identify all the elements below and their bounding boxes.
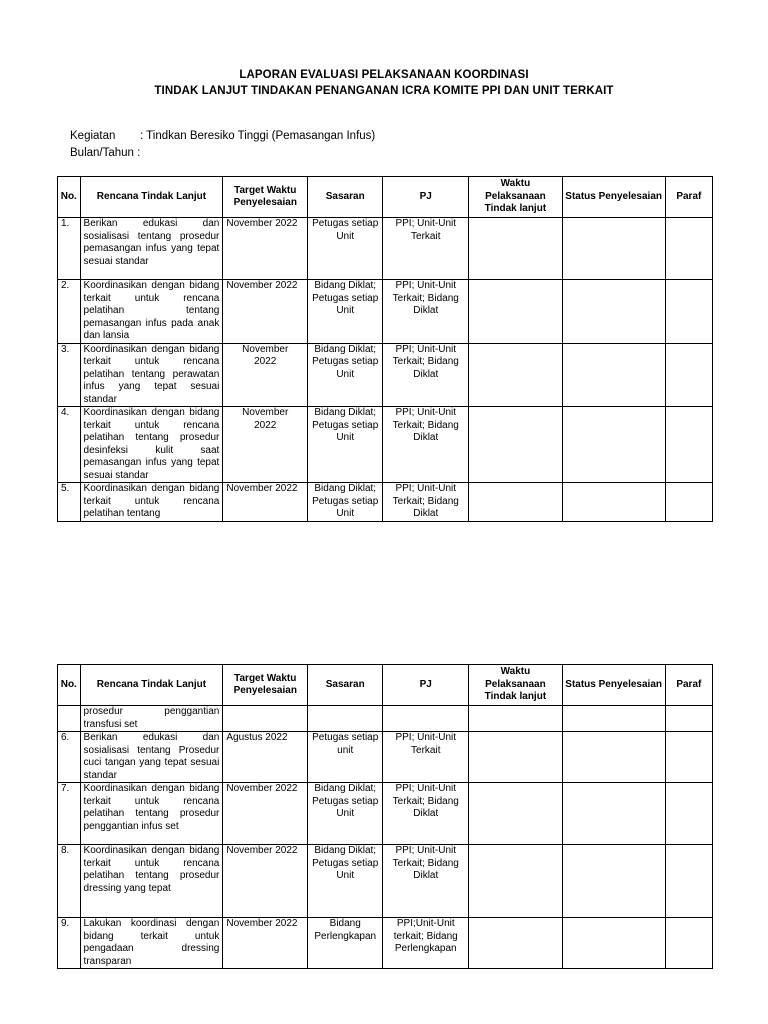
col-header-rencana: Rencana Tindak Lanjut <box>80 665 223 706</box>
cell-rencana: Koordinasikan dengan bidang terkait untuk rencana pelatihan tentang perawatan infus yang tepat sesuai standar <box>80 343 223 407</box>
table-row <box>58 706 713 732</box>
table-row <box>58 343 713 407</box>
cell-no: 5. <box>58 483 81 522</box>
col-header-waktu: Waktu Pelaksanaan Tindak lanjut <box>469 177 562 218</box>
cell-no: 2. <box>58 280 81 344</box>
cell-target: Agustus 2022 <box>223 732 308 783</box>
table-row <box>58 845 713 918</box>
cell-waktu <box>469 343 562 407</box>
cell-paraf <box>665 407 712 483</box>
col-header-status: Status Penyelesaian <box>562 177 665 218</box>
cell-target: November 2022 <box>223 280 308 344</box>
cell-target: November 2022 <box>223 483 308 522</box>
cell-target: November 2022 <box>223 845 308 918</box>
table-row <box>58 407 713 483</box>
cell-sasaran: Bidang Perlengkapan <box>308 918 383 969</box>
meta-kegiatan <box>70 130 375 142</box>
cell-pj: PPI; Unit-Unit Terkait; Bidang Diklat <box>383 783 469 845</box>
cell-paraf <box>665 845 712 918</box>
report-title-line1: LAPORAN EVALUASI PELAKSANAAN KOORDINASI <box>239 69 529 81</box>
col-header-target: Target Waktu Penyelesaian <box>223 177 308 218</box>
cell-paraf <box>665 218 712 280</box>
cell-sasaran: Petugas setiap unit <box>308 732 383 783</box>
cell-rencana: Koordinasikan dengan bidang terkait untuk rencana pelatihan tentang pemasangan infus pada anak dan lansia <box>80 280 223 344</box>
cell-pj: PPI; Unit-Unit Terkait <box>383 218 469 280</box>
cell-sasaran: Bidang Diklat; Petugas setiap Unit <box>308 280 383 344</box>
evaluation-table-page1 <box>57 176 713 522</box>
cell-sasaran: Bidang Diklat; Petugas setiap Unit <box>308 783 383 845</box>
bulan-tahun-label: Bulan/Tahun : <box>70 147 141 159</box>
table-row <box>58 918 713 969</box>
cell-no: 3. <box>58 343 81 407</box>
table-row <box>58 783 713 845</box>
cell-waktu <box>469 483 562 522</box>
cell-pj: PPI; Unit-Unit Terkait; Bidang Diklat <box>383 280 469 344</box>
cell-rencana: Koordinasikan dengan bidang terkait untuk rencana pelatihan tentang prosedur penggantian infus set <box>80 783 223 845</box>
cell-pj: PPI; Unit-Unit Terkait; Bidang Diklat <box>383 845 469 918</box>
cell-status <box>562 918 665 969</box>
cell-waktu <box>469 407 562 483</box>
cell-no: 8. <box>58 845 81 918</box>
report-title-line2: TINDAK LANJUT TINDAKAN PENANGANAN ICRA KOMITE PPI DAN UNIT TERKAIT <box>154 85 614 97</box>
cell-status <box>562 483 665 522</box>
col-header-pj: PJ <box>383 665 469 706</box>
table-header-row <box>58 665 713 706</box>
col-header-paraf: Paraf <box>665 665 712 706</box>
cell-no <box>58 706 81 732</box>
cell-target: November 2022 <box>223 218 308 280</box>
cell-pj: PPI; Unit-Unit Terkait; Bidang Diklat <box>383 483 469 522</box>
cell-pj: PPI; Unit-Unit Terkait; Bidang Diklat <box>383 407 469 483</box>
table-header-row <box>58 177 713 218</box>
table-row <box>58 732 713 783</box>
col-header-sasaran: Sasaran <box>308 665 383 706</box>
cell-pj: PPI; Unit-Unit Terkait <box>383 732 469 783</box>
cell-sasaran: Bidang Diklat; Petugas setiap Unit <box>308 483 383 522</box>
cell-rencana: Berikan edukasi dan sosialisasi tentang prosedur pemasangan infus yang tepat sesuai standar <box>80 218 223 280</box>
evaluation-table-page2 <box>57 664 713 969</box>
cell-target: November 2022 <box>223 407 308 483</box>
col-header-paraf: Paraf <box>665 177 712 218</box>
cell-rencana: Koordinasikan dengan bidang terkait untuk rencana pelatihan tentang <box>80 483 223 522</box>
cell-waktu <box>469 845 562 918</box>
cell-no: 7. <box>58 783 81 845</box>
col-header-no: No. <box>58 665 81 706</box>
cell-no: 1. <box>58 218 81 280</box>
table-row <box>58 483 713 522</box>
cell-status <box>562 218 665 280</box>
cell-no: 9. <box>58 918 81 969</box>
col-header-waktu: Waktu Pelaksanaan Tindak lanjut <box>469 665 562 706</box>
col-header-status: Status Penyelesaian <box>562 665 665 706</box>
cell-target: November 2022 <box>223 783 308 845</box>
cell-rencana: Lakukan koordinasi dengan bidang terkait untuk pengadaan dressing transparan <box>80 918 223 969</box>
cell-status <box>562 343 665 407</box>
cell-target <box>223 706 308 732</box>
cell-target: November 2022 <box>223 918 308 969</box>
cell-pj <box>383 706 469 732</box>
cell-status <box>562 783 665 845</box>
cell-paraf <box>665 343 712 407</box>
cell-paraf <box>665 483 712 522</box>
cell-status <box>562 845 665 918</box>
cell-sasaran: Bidang Diklat; Petugas setiap Unit <box>308 407 383 483</box>
kegiatan-value: : Tindkan Beresiko Tinggi (Pemasangan Infus) <box>140 130 376 142</box>
table-row <box>58 280 713 344</box>
cell-sasaran: Bidang Diklat; Petugas setiap Unit <box>308 343 383 407</box>
meta-bulan-tahun <box>70 147 140 159</box>
cell-sasaran <box>308 706 383 732</box>
cell-rencana: prosedur penggantian transfusi set <box>80 706 223 732</box>
cell-no: 6. <box>58 732 81 783</box>
cell-waktu <box>469 280 562 344</box>
cell-pj: PPI;Unit-Unit terkait; Bidang Perlengkapan <box>383 918 469 969</box>
cell-status <box>562 732 665 783</box>
cell-sasaran: Petugas setiap Unit <box>308 218 383 280</box>
col-header-pj: PJ <box>383 177 469 218</box>
cell-status <box>562 706 665 732</box>
cell-rencana: Koordinasikan dengan bidang terkait untuk rencana pelatihan tentang prosedur dressing yang tepat <box>80 845 223 918</box>
cell-rencana: Berikan edukasi dan sosialisasi tentang Prosedur cuci tangan yang tepat sesuai standar <box>80 732 223 783</box>
col-header-sasaran: Sasaran <box>308 177 383 218</box>
cell-paraf <box>665 706 712 732</box>
table-row <box>58 218 713 280</box>
cell-paraf <box>665 280 712 344</box>
cell-waktu <box>469 732 562 783</box>
col-header-target: Target Waktu Penyelesaian <box>223 665 308 706</box>
col-header-no: No. <box>58 177 81 218</box>
cell-status <box>562 407 665 483</box>
cell-paraf <box>665 918 712 969</box>
cell-rencana: Koordinasikan dengan bidang terkait untuk rencana pelatihan tentang prosedur desinfeksi kulit saat pemasangan infus yang tepat sesuai standar <box>80 407 223 483</box>
cell-target: November 2022 <box>223 343 308 407</box>
kegiatan-label: Kegiatan <box>70 130 116 142</box>
cell-sasaran: Bidang Diklat; Petugas setiap Unit <box>308 845 383 918</box>
cell-waktu <box>469 918 562 969</box>
cell-waktu <box>469 218 562 280</box>
cell-no: 4. <box>58 407 81 483</box>
cell-paraf <box>665 732 712 783</box>
cell-paraf <box>665 783 712 845</box>
cell-status <box>562 280 665 344</box>
cell-pj: PPI; Unit-Unit Terkait; Bidang Diklat <box>383 343 469 407</box>
col-header-rencana: Rencana Tindak Lanjut <box>80 177 223 218</box>
cell-waktu <box>469 783 562 845</box>
cell-waktu <box>469 706 562 732</box>
